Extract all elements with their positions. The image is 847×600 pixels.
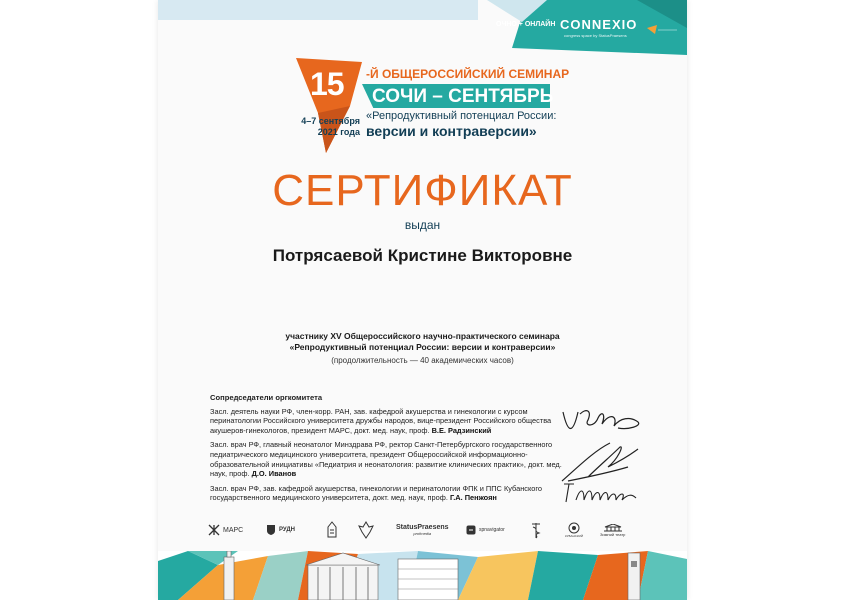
duration-text: (продолжительность — 40 академических часов)	[331, 356, 514, 365]
zimniy-teatr-logo: Зимний театр	[600, 519, 625, 541]
seminar-title: -Й ОБЩЕРОССИЙСКИЙ СЕМИНАР	[366, 67, 570, 81]
connexio-subtitle: congress space by StatusPraesens	[564, 33, 627, 38]
participant-line2: «Репродуктивный потенциал России: версии и контраверсии»	[289, 342, 556, 352]
caduceus-icon	[530, 519, 542, 541]
seminar-location: СОЧИ – СЕНТЯБРЬ	[372, 86, 554, 107]
seminar-theme-line2: версии и контраверсии»	[366, 123, 537, 139]
certificate-title: СЕРТИФИКАТ	[272, 166, 573, 215]
building-emblem-icon	[326, 521, 338, 539]
seminar-theme-line1: «Репродуктивный потенциал России:	[366, 110, 557, 122]
issued-label: выдан	[404, 218, 441, 232]
organizer-3-name: Г.А. Пенжоян	[449, 493, 497, 503]
participant-text	[158, 331, 687, 353]
emblem-icon-2	[358, 519, 374, 541]
year-text: 2021 года	[317, 127, 360, 137]
organizer-2: Засл. врач РФ, главный неонатолог Минздрава РФ, ректор Санкт-Петербургского государственного педиатрического медицинского университета, президент Общероссийской информационно-образовательной инициативы «Педиатрия и неонатология: развитие клинических практик», докт. мед. наук, проф. Д.О. Иванов	[210, 440, 562, 479]
organizer-2-name: Д.О. Иванов	[251, 469, 297, 479]
dates-text: 4–7 сентября	[301, 116, 360, 126]
organizer-1: Засл. деятель науки РФ, член-корр. РАН, зав. кафедрой акушерства и гинекологии с курсом перинатологии Российского университета дружбы народов, вице-президент Российского общества акушеров-гинекологов, президент МАРС, докт. мед. наук, проф. В.Е. Радзинский	[210, 406, 552, 435]
sochi-illustration	[158, 551, 687, 600]
mars-icon	[208, 524, 220, 536]
rudn-icon	[266, 524, 276, 536]
mars-logo: МАРС	[208, 519, 243, 541]
organizers-title: Сопредседатели оргкомитета	[210, 393, 323, 402]
seminar-number: 15	[310, 66, 344, 102]
university-emblem-icon	[568, 522, 580, 534]
statuspraesens-logo: StatusPraesens profmedia	[396, 524, 449, 536]
spnavigator-logo: spnavigator	[466, 519, 505, 541]
organizer-3: Засл. врач РФ, зав. кафедрой акушерства, гинекологии и перинатологии ФПК и ППС Кубанского государственного медицинского университета, докт. мед. наук, проф. Г.А. Пенжоян	[210, 483, 543, 503]
seminar-dates	[296, 116, 360, 138]
certificate-page	[158, 0, 687, 600]
organizers-block	[210, 393, 566, 508]
recipient-name: Потрясаевой Кристине Викторовне	[272, 246, 573, 265]
top-decor-band	[158, 0, 478, 20]
rudn-logo: РУДН	[266, 519, 295, 541]
signature-radzinsky	[558, 404, 648, 440]
organizer-1-name: В.Е. Радзинский	[431, 425, 492, 435]
caduceus-emblem-icon	[530, 521, 542, 539]
participant-line1: участнику XV Общероссийского научно-практического семинара	[285, 331, 560, 341]
eagle-emblem-icon	[358, 521, 374, 539]
online-label: ОЧНО + ОНЛАЙН	[496, 21, 556, 28]
partner-logos	[208, 519, 648, 541]
signature-penzhoyan	[560, 480, 640, 506]
university-logo: КУБАНСКИЙ	[565, 519, 583, 541]
connexio-logo: CONNEXIO	[560, 17, 638, 32]
emblem-icon-1	[326, 519, 338, 541]
theatre-icon	[603, 524, 623, 532]
signature-ivanov	[558, 437, 643, 485]
spnavigator-icon	[466, 525, 476, 535]
